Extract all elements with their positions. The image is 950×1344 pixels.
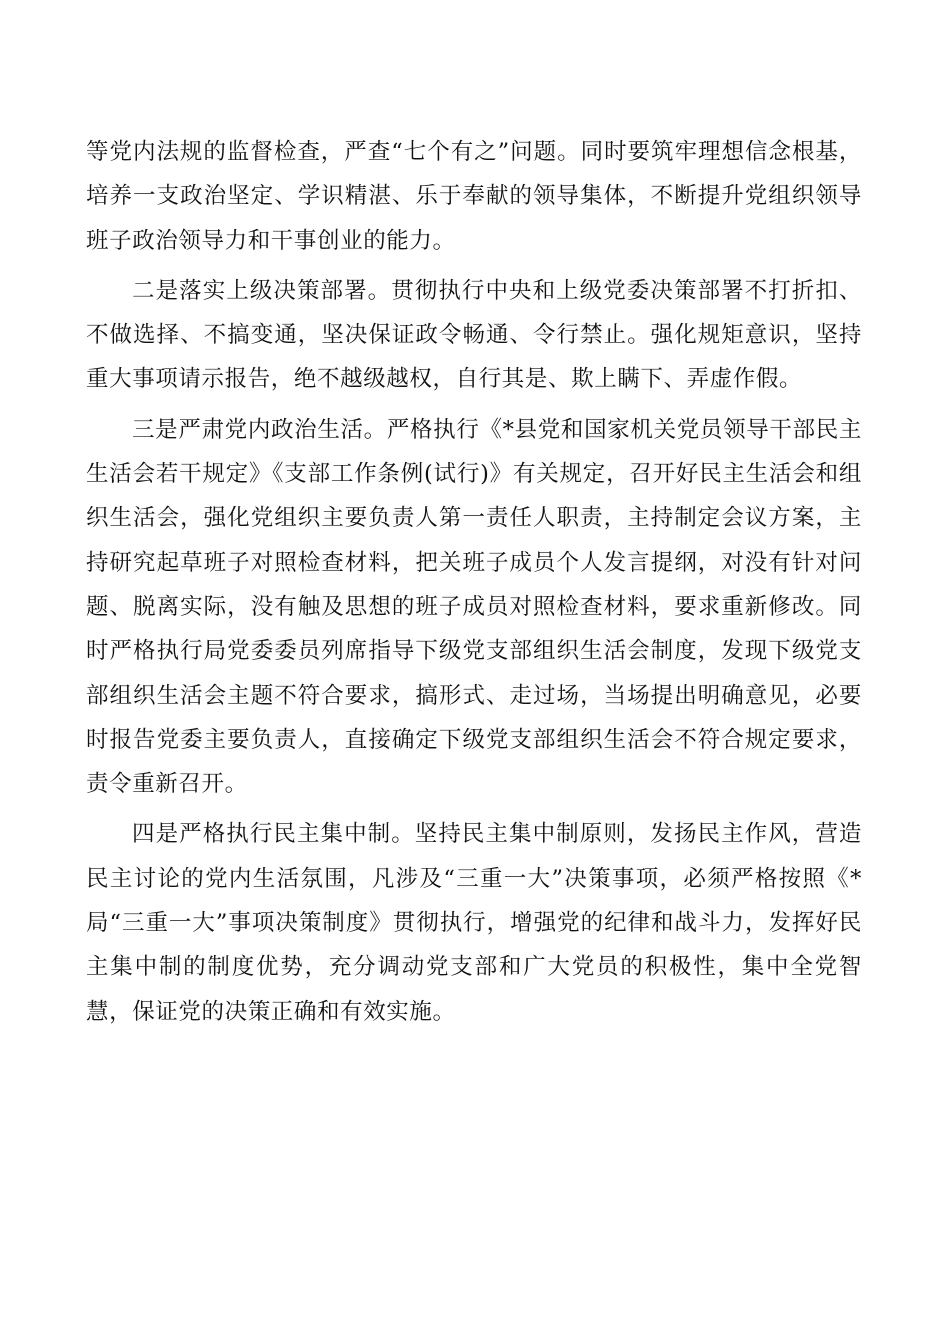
paragraph-point-three: 三是严肃党内政治生活。严格执行《*县党和国家机关党员领导干部民主生活会若干规定》《支部工作条例(试行)》有关规定，召开好民主生活会和组织生活会，强化党组织主要负责人第一责任人职责，主持制定会议方案，主持研究起草班子对照检查材料，把关班子成员个人发言提纲，对没有针对问题、脱离实际，没有触及思想的班子成员对照检查材料，要求重新修改。同时严格执行局党委委员列席指导下级党支部组织生活会制度，发现下级党支部组织生活会主题不符合要求，搞形式、走过场，当场提出明确意见，必要时报告党委主要负责人，直接确定下级党支部组织生活会不符合规定要求，责令重新召开。 bbox=[86, 416, 862, 798]
paragraph-point-four: 四是严格执行民主集中制。坚持民主集中制原则，发扬民主作风，营造民主讨论的党内生活氛围，凡涉及“三重一大”决策事项，必须严格按照《*局“三重一大”事项决策制度》贯彻执行，增强党的纪律和战斗力，发挥好民主集中制的制度优势，充分调动党支部和广大党员的积极性，集中全党智慧，保证党的决策正确和有效实施。 bbox=[86, 821, 862, 1025]
paragraph-point-two: 二是落实上级决策部署。贯彻执行中央和上级党委决策部署不打折扣、不做选择、不搞变通，坚决保证政令畅通、令行禁止。强化规矩意识，坚持重大事项请示报告，绝不越级越权，自行其是、欺上瞒下、弄虚作假。 bbox=[86, 277, 862, 393]
document-page bbox=[86, 130, 862, 1040]
paragraph-continuation: 等党内法规的监督检查，严查“七个有之”问题。同时要筑牢理想信念根基，培养一支政治坚定、学识精湛、乐于奉献的领导集体，不断提升党组织领导班子政治领导力和干事创业的能力。 bbox=[86, 139, 862, 254]
